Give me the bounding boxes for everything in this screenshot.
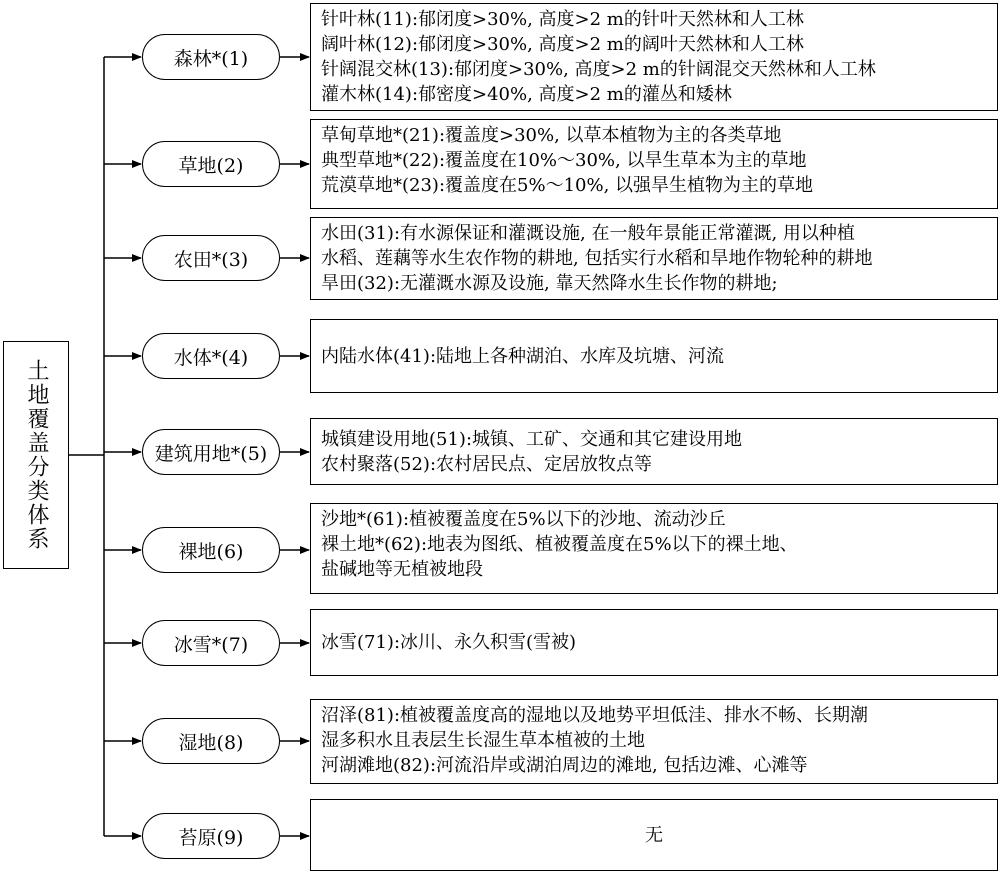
- description-line: 针叶林(11):郁闭度>30%, 高度>2 m的针叶天然林和人工林: [321, 9, 804, 30]
- category-node-7: 冰雪*(7): [142, 620, 280, 666]
- description-line: 沼泽(81):植被覆盖度高的湿地以及地势平坦低洼、排水不畅、长期潮: [321, 705, 869, 726]
- description-box-4: [310, 319, 998, 393]
- description-line: 荒漠草地*(23):覆盖度在5%～10%, 以强旱生植物为主的草地: [321, 175, 814, 196]
- root-box: [3, 341, 69, 569]
- description-line: 水田(31):有水源保证和灌溉设施, 在一般年景能正常灌溉, 用以种植: [321, 223, 855, 244]
- description-line: 城镇建设用地(51):城镇、工矿、交通和其它建设用地: [321, 428, 743, 450]
- description-line: 旱田(32):无灌溉水源及设施, 靠天然降水生长作物的耕地;: [321, 273, 778, 294]
- description-line: 无: [645, 824, 663, 846]
- description-line: 河湖滩地(82):河流沿岸或湖泊周边的滩地, 包括边滩、心滩等: [321, 755, 808, 776]
- category-node-3: 农田*(3): [142, 235, 280, 281]
- description-line: 沙地*(61):植被覆盖度在5%以下的沙地、流动沙丘: [321, 509, 726, 530]
- description-line: 水稻、莲藕等水生农作物的耕地, 包括实行水稻和旱地作物轮种的耕地: [321, 248, 873, 269]
- category-node-6: 裸地(6): [142, 527, 280, 573]
- description-line: 针阔混交林(13):郁闭度>30%, 高度>2 m的针阔混交天然林和人工林: [321, 59, 876, 80]
- description-box-5: [310, 418, 998, 485]
- description-box-9: [310, 799, 998, 871]
- description-box-7: [310, 609, 998, 676]
- description-line: 湿多积水且表层生长湿生草本植被的土地: [321, 730, 645, 751]
- description-line: 盐碱地等无植被地段: [321, 559, 483, 580]
- description-line: 农村聚落(52):农村居民点、定居放牧点等: [321, 453, 653, 475]
- category-node-8: 湿地(8): [142, 718, 280, 764]
- category-node-1: 森林*(1): [142, 34, 280, 80]
- description-line: 典型草地*(22):覆盖度在10%～30%, 以旱生草本为主的草地: [321, 150, 807, 171]
- category-node-9: 苔原(9): [142, 813, 280, 859]
- description-box-1: [310, 3, 998, 111]
- description-line: 冰雪(71):冰川、永久积雪(雪被): [321, 632, 577, 653]
- description-line: 裸土地*(62):地表为图纸、植被覆盖度在5%以下的裸土地、: [321, 534, 798, 555]
- description-box-3: [310, 217, 998, 300]
- description-box-6: [310, 503, 998, 594]
- description-line: 阔叶林(12):郁闭度>30%, 高度>2 m的阔叶天然林和人工林: [321, 34, 804, 55]
- description-line: 内陆水体(41):陆地上各种湖泊、水库及坑塘、河流: [321, 345, 725, 367]
- root-label: 土地覆盖分类体系: [24, 359, 49, 551]
- description-line: 草甸草地*(21):覆盖度>30%, 以草本植物为主的各类草地: [321, 125, 782, 146]
- category-node-2: 草地(2): [142, 141, 280, 187]
- category-node-4: 水体*(4): [142, 333, 280, 379]
- description-line: 灌木林(14):郁密度>40%, 高度>2 m的灌丛和矮林: [321, 84, 732, 105]
- description-box-8: [310, 699, 998, 784]
- description-box-2: [310, 119, 998, 209]
- category-node-5: 建筑用地*(5): [142, 429, 280, 475]
